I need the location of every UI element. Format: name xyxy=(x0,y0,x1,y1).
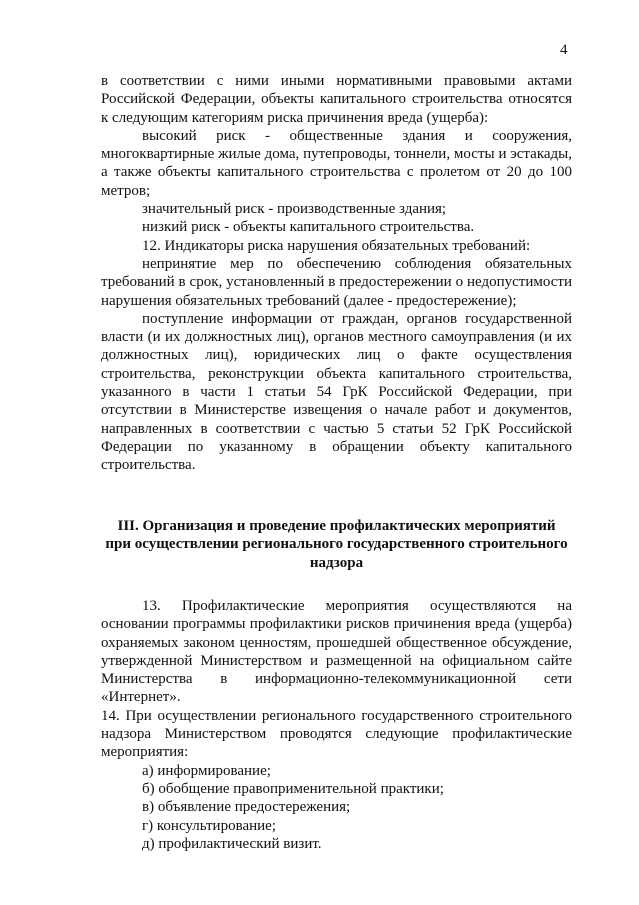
paragraph-13-preventive-measures: 13. Профилактические мероприятия осуществляются на основании программы профилактики рисков причинения вреда (ущерба) охраняемых законом ценностям, прошедшей общественное обсуждение, утвержденной Министерством и размещенной на официальном сайте Министерства в информационно-телекоммуникационной сети «Интернет». xyxy=(101,598,572,706)
list-item-c: в) объявление предостережения; xyxy=(142,799,351,816)
paragraph-risk-categories-intro: в соответствии с ними иными нормативными правовыми актами Российской Федерации, объекты капитального строительства относятся к следующим категориям риска причинения вреда (ущерба): xyxy=(101,73,572,126)
paragraph-significant-risk: значительный риск - производственные здания; xyxy=(142,201,447,218)
paragraph-receipt-of-information: поступление информации от граждан, органов государственной власти (и их должностных лиц), органов местного самоуправления (и их должностных лиц), юридических лиц о факте осуществления строительства, реконструкции объекта капитального строительства, указанного в части 1 статьи 54 ГрК Российской Федерации, при отсутствии в Министерстве извещения о начале работ и документов, направленных в соответствии с частью 5 статьи 52 ГрК Российской Федерации по указанному в обращении объекту капитального строительства. xyxy=(101,310,572,474)
paragraph-12-risk-indicators: 12. Индикаторы риска нарушения обязательных требований: xyxy=(142,237,531,254)
section-heading-line-2: при осуществлении регионального государственного строительного xyxy=(105,536,568,553)
list-item-e: д) профилактический визит. xyxy=(142,835,322,852)
paragraph-14-measures-list-intro: 14. При осуществлении регионального государственного строительного надзора Министерством проводятся следующие профилактические мероприятия: xyxy=(101,707,572,761)
paragraph-failure-to-comply: непринятие мер по обеспечению соблюдения обязательных требований в срок, установленный в предостережении о недопустимости нарушения обязательных требований (далее - предостережение); xyxy=(101,255,572,309)
section-heading-line-3: надзора xyxy=(309,554,364,571)
top-text-block xyxy=(101,72,572,475)
page-number: 4 xyxy=(560,42,568,58)
list-item-d: г) консультирование; xyxy=(142,817,277,834)
list-item-a: а) информирование; xyxy=(142,762,271,779)
paragraph-high-risk: высокий риск - общественные здания и сооружения, многоквартирные жилые дома, путепроводы, тоннели, мосты и эстакады, а также объекты капитального строительства с пролетом от 20 до 100 метров; xyxy=(101,127,572,199)
bottom-text-block xyxy=(101,597,572,853)
section-heading-line-1: III. Организация и проведение профилактических мероприятий xyxy=(117,518,556,534)
paragraph-low-risk: низкий риск - объекты капитального строительства. xyxy=(142,219,475,236)
list-item-b: б) обобщение правоприменительной практики; xyxy=(142,780,444,797)
section-heading xyxy=(101,517,572,572)
